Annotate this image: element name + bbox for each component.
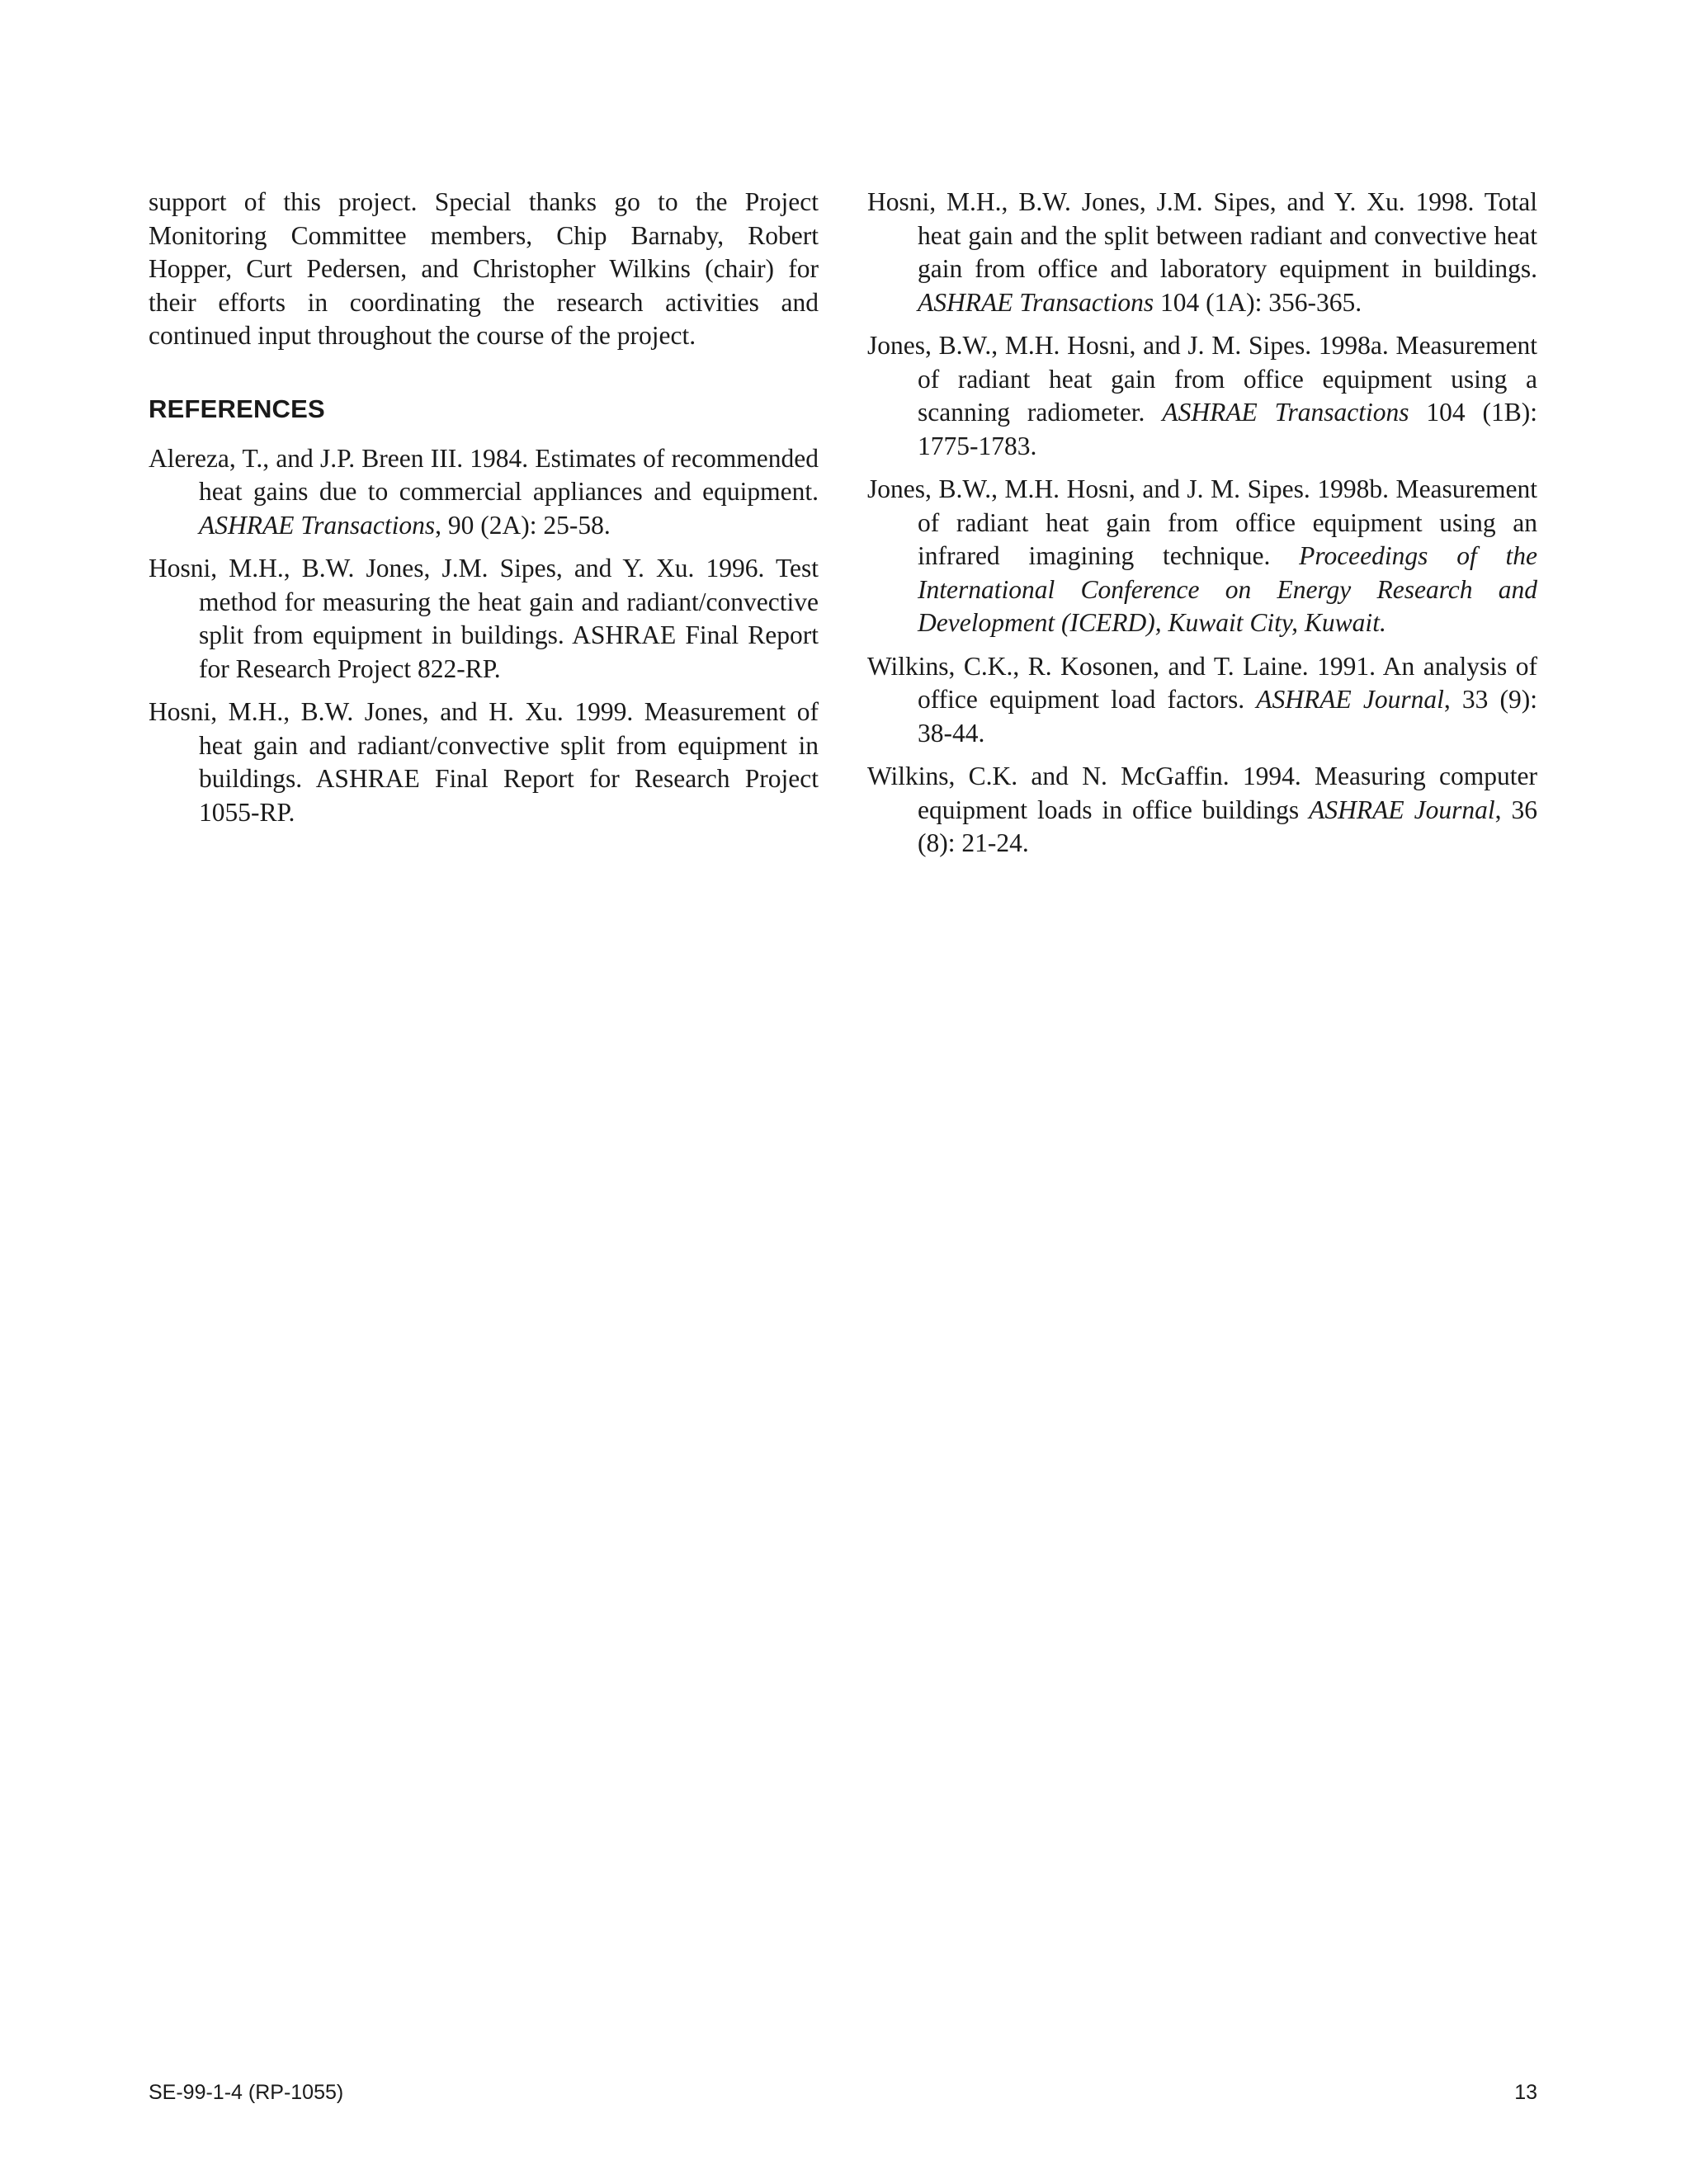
reference-text: Wilkins, C.K., R. Kosonen, and T. Laine. 1991. An analysis of office equipment load factors. (867, 651, 1537, 714)
reference-entry (149, 696, 819, 829)
left-column (149, 186, 819, 839)
reference-entry (867, 186, 1537, 319)
acknowledgment-paragraph: support of this project. Special thanks go to the Project Monitoring Committee members, Chip Barnaby, Robert Hopper, Curt Pedersen, and Christopher Wilkins (chair) for their efforts in coordinating the research activities and continued input throughout the course of the project. (149, 187, 819, 350)
references-list-right (867, 186, 1537, 861)
page-number: 13 (1514, 2081, 1537, 2104)
reference-citation-details: 104 (1B): 1775-1783. (918, 398, 1538, 460)
reference-entry (867, 760, 1537, 861)
reference-text: Alereza, T., and J.P. Breen III. 1984. Estimates of recommended heat gains due to commercial appliances and equipment. (149, 443, 819, 506)
reference-source-title: ASHRAE Transactions (199, 510, 436, 540)
reference-source-title: ASHRAE Transactions (1162, 398, 1409, 427)
reference-text: Hosni, M.H., B.W. Jones, J.M. Sipes, and Y. Xu. 1996. Test method for measuring the heat gain and radiant/convective split from equipment in buildings. ASHRAE Final Report for Research Project 822-RP. (149, 554, 819, 683)
reference-citation-details: , 90 (2A): 25-58. (435, 510, 611, 540)
reference-entry (867, 329, 1537, 463)
reference-entry (149, 442, 819, 543)
reference-text: Wilkins, C.K. and N. McGaffin. 1994. Measuring computer equipment loads in office buildings (867, 762, 1537, 824)
reference-citation-details: , 36 (8): 21-24. (918, 795, 1537, 857)
reference-entry (149, 552, 819, 686)
reference-source-title: Proceedings of the International Conference on Energy Research and Development (ICERD), Kuwait City, Kuwait. (918, 541, 1537, 637)
reference-entry (867, 650, 1537, 751)
reference-text: Hosni, M.H., B.W. Jones, J.M. Sipes, and Y. Xu. 1998. Total heat gain and the split between radiant and convective heat gain from office and laboratory equipment in buildings. (867, 187, 1537, 283)
reference-text: Jones, B.W., M.H. Hosni, and J. M. Sipes. 1998b. Measurement of radiant heat gain from office equipment using an infrared imagining technique. (867, 474, 1537, 570)
reference-source-title: ASHRAE Journal (1256, 685, 1444, 714)
references-heading: REFERENCES (149, 394, 325, 423)
reference-source-title: ASHRAE Journal (1309, 795, 1495, 824)
reference-text: Hosni, M.H., B.W. Jones, and H. Xu. 1999. Measurement of heat gain and radiant/convective split from equipment in buildings. ASHRAE Final Report for Research Project 1055-RP. (149, 697, 819, 827)
references-list-left (149, 442, 819, 830)
reference-entry (867, 473, 1537, 640)
reference-citation-details: 104 (1A): 356-365. (1154, 287, 1362, 317)
reference-citation-details: , 33 (9): 38-44. (918, 685, 1537, 748)
reference-source-title: ASHRAE Transactions (918, 287, 1154, 317)
reference-text: Jones, B.W., M.H. Hosni, and J. M. Sipes. 1998a. Measurement of radiant heat gain from office equipment using a scanning radiometer. (867, 331, 1537, 427)
footer-document-id: SE-99-1-4 (RP-1055) (149, 2081, 344, 2104)
right-column (867, 186, 1537, 870)
